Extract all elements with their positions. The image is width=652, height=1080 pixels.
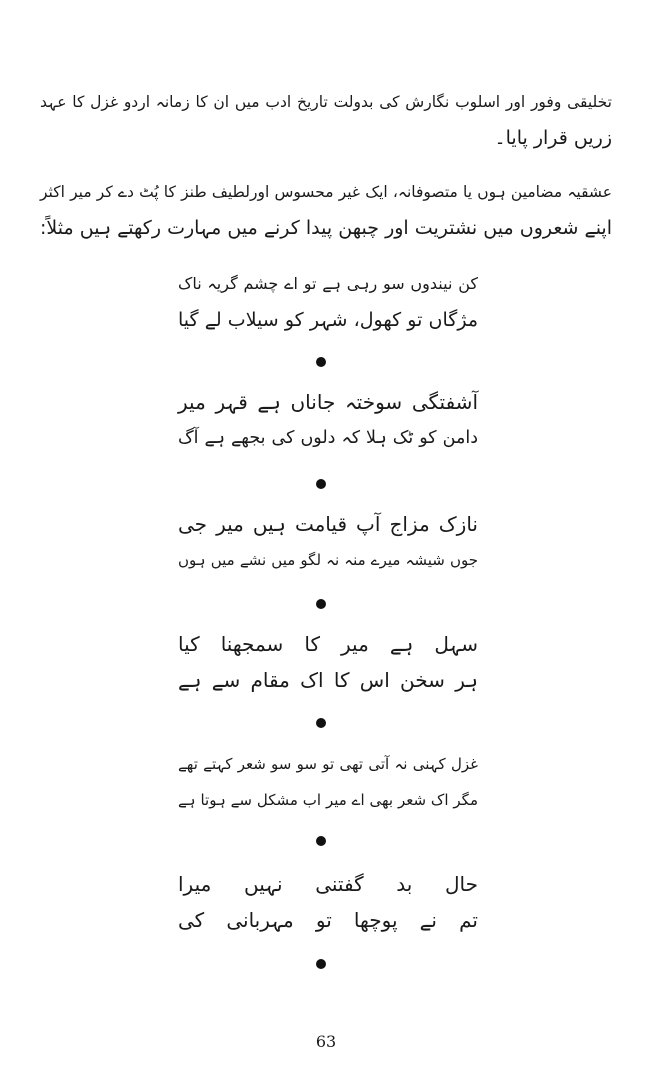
couplet-line: ہر سخن اس کا اک مقام سے ہے <box>178 668 478 692</box>
separator-bullet <box>316 357 326 367</box>
paragraph-line: تخلیقی وفور اور اسلوب نگارش کی بدولت تاریخ ادب میں ان کا زمانہ اردو غزل کا عہد <box>40 93 612 111</box>
couplet-line: مگر اک شعر بھی اے میر اب مشکل سے ہوتا ہے <box>178 791 478 809</box>
intro-paragraph <box>40 84 612 156</box>
couplet-line: غزل کہنی نہ آتی تھی تو سو سو شعر کہتے تھے <box>178 755 478 773</box>
couplet-5 <box>178 746 478 818</box>
page-number: 63 <box>315 1032 337 1051</box>
couplet-line: مژگاں تو کھول، شہر کو سیلاب لے گیا <box>178 309 478 331</box>
lead-in-paragraph <box>40 174 612 246</box>
couplet-4 <box>178 626 478 698</box>
couplet-6 <box>178 866 478 938</box>
separator-bullet <box>316 599 326 609</box>
couplet-line: کن نیندوں سو رہی ہے تو اے چشم گریہ ناک <box>178 274 478 293</box>
couplet-line: نازک مزاج آپ قیامت ہیں میر جی <box>178 512 478 536</box>
couplet-line: حال بد گفتنی نہیں میرا <box>178 872 478 896</box>
couplet-line: دامن کو ٹک ہلا کہ دلوں کی بجھے ہے آگ <box>178 428 478 448</box>
couplet-line: سہل ہے میر کا سمجھنا کیا <box>178 632 478 656</box>
separator-bullet <box>316 718 326 728</box>
couplet-line: جوں شیشہ میرے منہ نہ لگو میں نشے میں ہوں <box>178 551 478 569</box>
couplet-1 <box>178 266 478 338</box>
couplet-2 <box>178 384 478 456</box>
paragraph-line: زریں قرار پایا۔ <box>494 127 612 149</box>
couplet-line: آشفتگی سوختہ جاناں ہے قہر میر <box>178 390 478 414</box>
separator-bullet <box>316 959 326 969</box>
paragraph-line: اپنے شعروں میں نشتریت اور چبھن پیدا کرنے میں مہارت رکھتے ہیں مثلاً: <box>40 217 612 239</box>
separator-bullet <box>316 836 326 846</box>
couplet-line: تم نے پوچھا تو مہربانی کی <box>178 908 478 932</box>
couplet-3 <box>178 506 478 578</box>
separator-bullet <box>316 479 326 489</box>
paragraph-line: عشقیہ مضامین ہوں یا متصوفانہ، ایک غیر محسوس اورلطیف طنز کا پُٹ دے کر میر اکثر <box>40 183 612 201</box>
